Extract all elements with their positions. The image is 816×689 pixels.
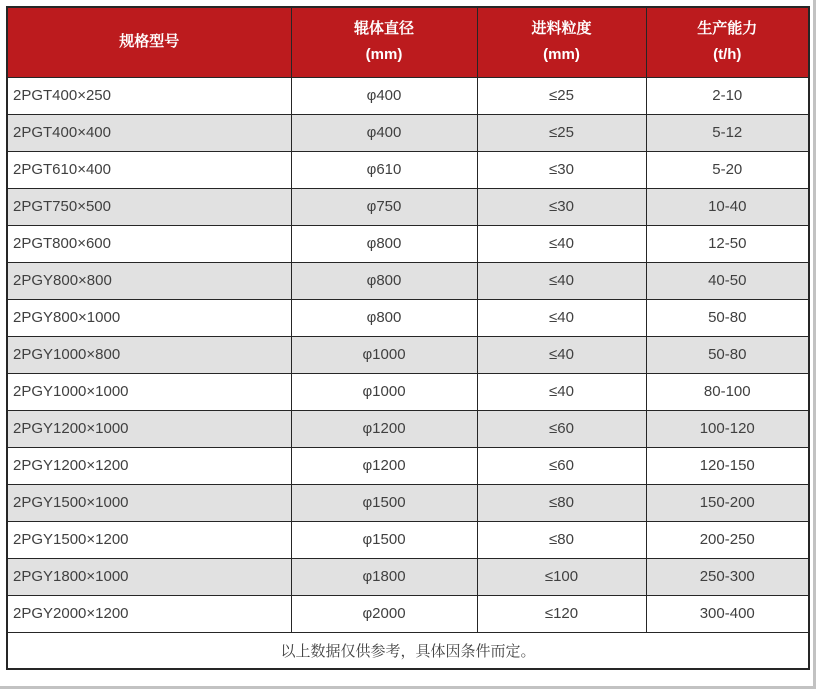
table-row [7,114,809,151]
spec-table-footer [7,632,809,669]
cell-model: 2PGT610×400 [7,151,291,188]
col-header-capacity-unit: (t/h) [713,46,742,64]
cell-feed: ≤60 [477,410,646,447]
col-header-roller-diameter-label: 辊体直径 [353,20,414,37]
cell-feed: ≤120 [477,595,646,632]
table-row [7,558,809,595]
cell-capacity: 50-80 [646,336,809,373]
cell-feed: ≤40 [477,225,646,262]
cell-model: 2PGY1200×1200 [7,447,291,484]
table-row [7,373,809,410]
cell-capacity: 300-400 [646,595,809,632]
cell-model: 2PGT400×250 [7,77,291,114]
cell-capacity: 5-12 [646,114,809,151]
col-header-model-label: 规格型号 [119,33,180,51]
cell-diameter: φ1500 [291,484,477,521]
footer-note: 以上数据仅供参考，具体因条件而定。 [7,632,809,669]
table-row [7,188,809,225]
cell-feed: ≤80 [477,521,646,558]
cell-capacity: 10-40 [646,188,809,225]
cell-diameter: φ1500 [291,521,477,558]
table-row [7,299,809,336]
table-row [7,447,809,484]
cell-model: 2PGY1200×1000 [7,410,291,447]
col-header-roller-diameter-unit: (mm) [365,46,403,64]
table-row [7,410,809,447]
cell-capacity: 200-250 [646,521,809,558]
col-header-model [7,7,291,77]
col-header-roller-diameter [291,7,477,77]
cell-model: 2PGY1500×1200 [7,521,291,558]
cell-model: 2PGY2000×1200 [7,595,291,632]
table-row [7,151,809,188]
col-header-feed-size [477,7,646,77]
cell-feed: ≤40 [477,299,646,336]
cell-capacity: 250-300 [646,558,809,595]
cell-capacity: 40-50 [646,262,809,299]
col-header-capacity [646,7,809,77]
cell-feed: ≤30 [477,188,646,225]
cell-model: 2PGY1000×1000 [7,373,291,410]
cell-diameter: φ2000 [291,595,477,632]
cell-feed: ≤25 [477,77,646,114]
table-row [7,521,809,558]
cell-feed: ≤25 [477,114,646,151]
cell-feed: ≤30 [477,151,646,188]
cell-capacity: 80-100 [646,373,809,410]
col-header-capacity-label: 生产能力 [697,20,758,37]
cell-diameter: φ1200 [291,410,477,447]
cell-diameter: φ610 [291,151,477,188]
cell-diameter: φ1000 [291,336,477,373]
cell-diameter: φ750 [291,188,477,225]
spec-table [6,6,810,670]
cell-diameter: φ800 [291,262,477,299]
cell-model: 2PGY1000×800 [7,336,291,373]
cell-feed: ≤40 [477,262,646,299]
cell-diameter: φ800 [291,225,477,262]
cell-capacity: 2-10 [646,77,809,114]
cell-feed: ≤80 [477,484,646,521]
table-row [7,595,809,632]
col-header-feed-size-label: 进料粒度 [531,20,592,37]
spec-table-header [7,7,809,77]
cell-feed: ≤60 [477,447,646,484]
table-row [7,225,809,262]
table-row [7,484,809,521]
cell-feed: ≤40 [477,373,646,410]
footer-row [7,632,809,669]
col-header-feed-size-unit: (mm) [543,46,580,64]
cell-diameter: φ400 [291,114,477,151]
cell-model: 2PGY1500×1000 [7,484,291,521]
cell-model: 2PGT750×500 [7,188,291,225]
cell-capacity: 50-80 [646,299,809,336]
cell-diameter: φ1200 [291,447,477,484]
cell-feed: ≤100 [477,558,646,595]
cell-capacity: 12-50 [646,225,809,262]
cell-capacity: 5-20 [646,151,809,188]
cell-model: 2PGT800×600 [7,225,291,262]
table-row [7,262,809,299]
cell-capacity: 100-120 [646,410,809,447]
cell-capacity: 120-150 [646,447,809,484]
cell-diameter: φ1000 [291,373,477,410]
cell-model: 2PGT400×400 [7,114,291,151]
cell-capacity: 150-200 [646,484,809,521]
cell-feed: ≤40 [477,336,646,373]
cell-diameter: φ1800 [291,558,477,595]
table-row [7,77,809,114]
cell-diameter: φ400 [291,77,477,114]
cell-model: 2PGY800×1000 [7,299,291,336]
header-row [7,7,809,77]
cell-model: 2PGY1800×1000 [7,558,291,595]
table-row [7,336,809,373]
cell-model: 2PGY800×800 [7,262,291,299]
spec-table-body [7,77,809,632]
cell-diameter: φ800 [291,299,477,336]
